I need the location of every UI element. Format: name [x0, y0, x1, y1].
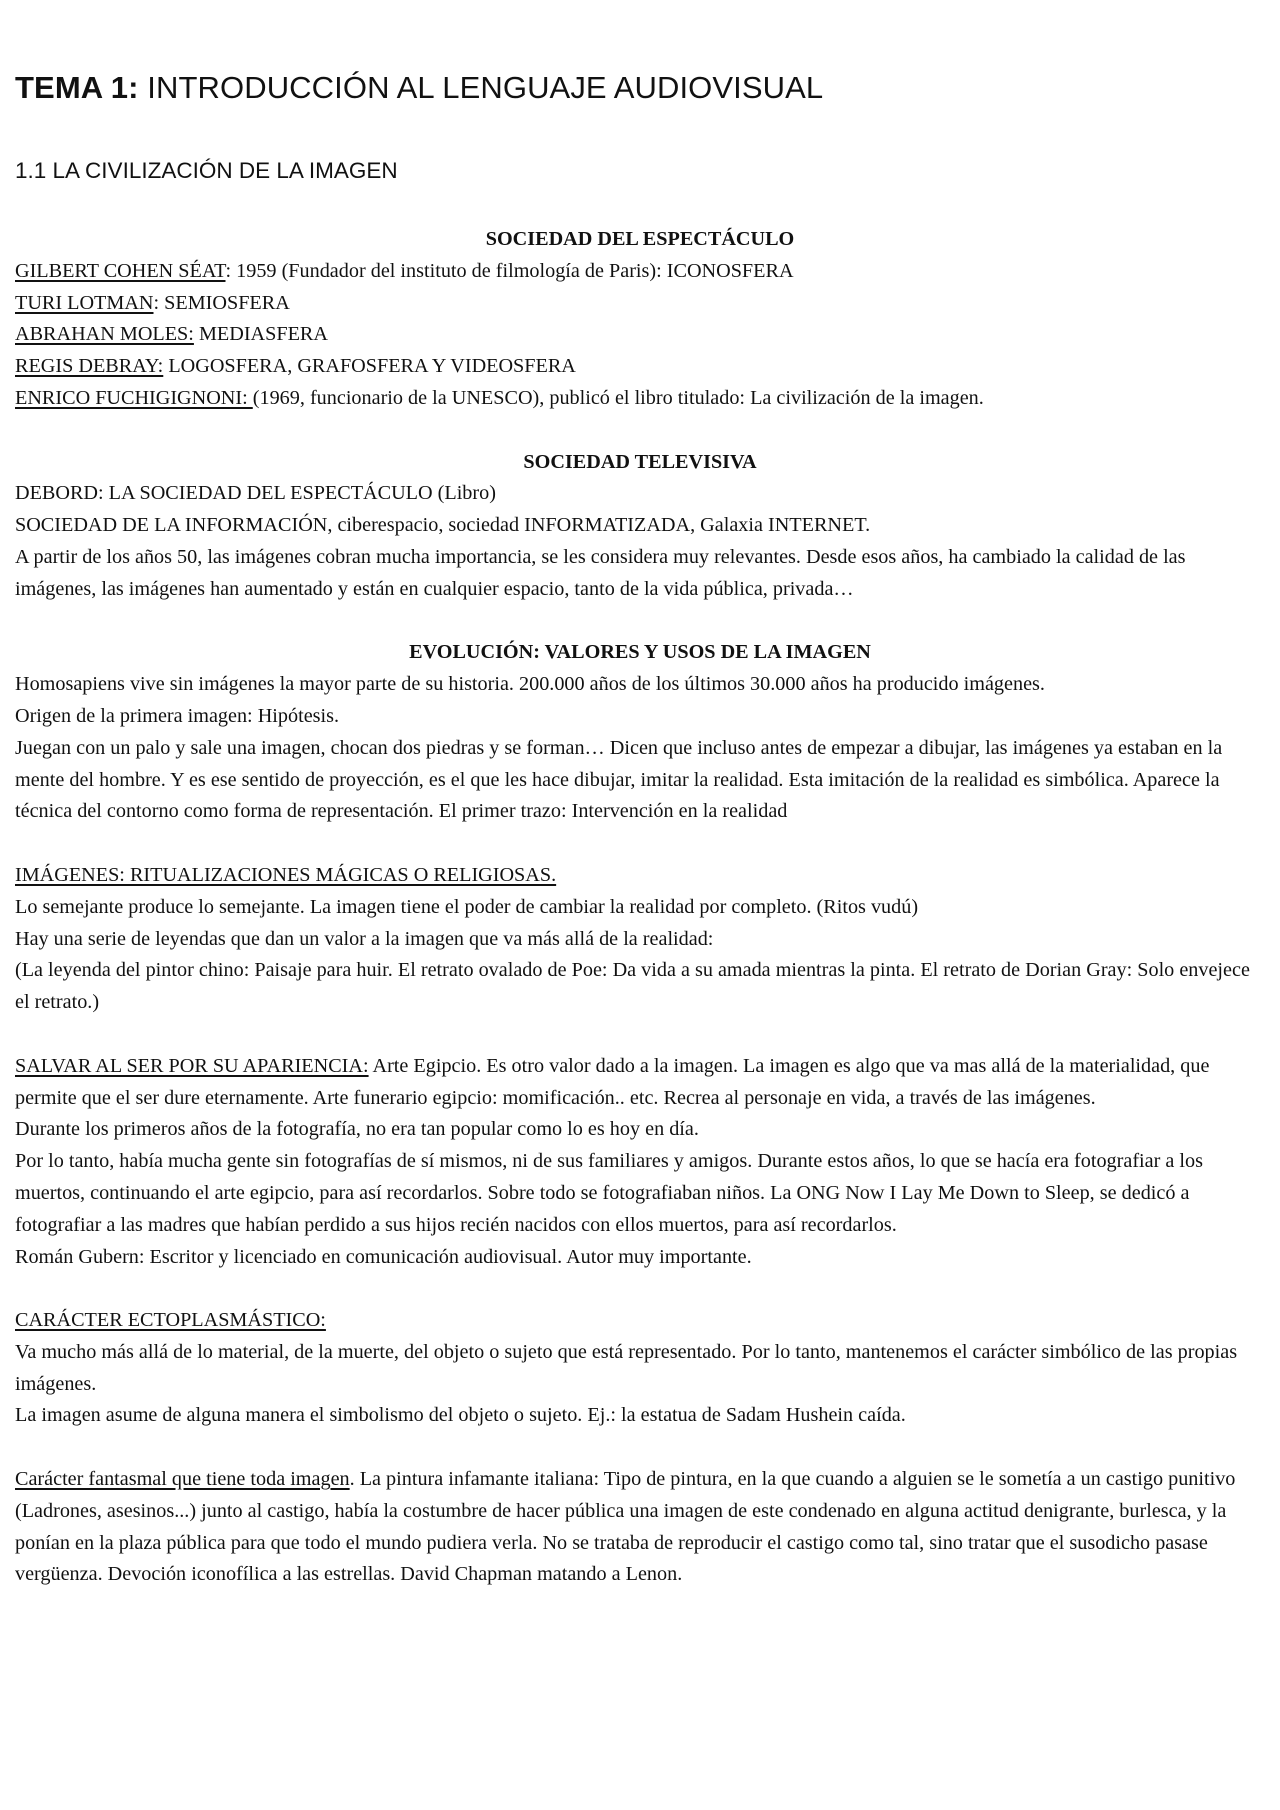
paragraph-origen: Origen de la primera imagen: Hipótesis.: [15, 704, 340, 727]
paragraph-pintor-chino: (La leyenda del pintor chino: Paisaje para huir. El retrato ovalado de Poe: Da vida a su amada mientras la pinta. El retrato de Dorian Gray: Solo envejece el retrato.): [15, 959, 1250, 1014]
document-body: [15, 224, 1265, 1591]
paragraph-salvar-al-ser: [15, 1051, 1265, 1115]
heading-sociedad-televisiva: SOCIEDAD TELEVISIVA: [523, 450, 757, 473]
paragraph-leyendas: Hay una serie de leyendas que dan un valor a la imagen que va más allá de la realidad:: [15, 927, 714, 950]
paragraph-fotografia: Durante los primeros años de la fotografía, no era tan popular como lo es hoy en día.: [15, 1118, 699, 1141]
paragraph-semejante: Lo semejante produce lo semejante. La imagen tiene el poder de cambiar la realidad por completo. (Ritos vudú): [15, 895, 919, 918]
paragraph-simbolismo: La imagen asume de alguna manera el simbolismo del objeto o sujeto. Ej.: la estatua de Sadam Hushein caída.: [15, 1404, 906, 1427]
paragraph-gubern: Román Gubern: Escritor y licenciado en comunicación audiovisual. Autor muy importante.: [15, 1245, 752, 1268]
paragraph-debord: DEBORD: LA SOCIEDAD DEL ESPECTÁCULO (Libro): [15, 482, 496, 505]
section-subtitle: 1.1 LA CIVILIZACIÓN DE LA IMAGEN: [15, 158, 398, 183]
paragraph-homosapiens: Homosapiens vive sin imágenes la mayor parte de su historia. 200.000 años de los últimos 30.000 años ha producido imágenes.: [15, 673, 1045, 696]
line-fuchigignoni: [15, 383, 1265, 415]
heading-ectoplasmastico-text: CARÁCTER ECTOPLASMÁSTICO:: [15, 1309, 326, 1332]
name-lotman: TURI LOTMAN: [15, 291, 154, 314]
line-debray: [15, 351, 1265, 383]
name-fuchigignoni: ENRICO FUCHIGIGNONI:: [15, 386, 253, 409]
heading-ritualizaciones: [15, 860, 1265, 892]
name-debray: REGIS DEBRAY:: [15, 355, 164, 378]
text-fuchigignoni: (1969, funcionario de la UNESCO), publicó el libro titulado: La civilización de la imagen.: [252, 386, 984, 409]
heading-salvar-al-ser: SALVAR AL SER POR SU APARIENCIA:: [15, 1054, 369, 1077]
name-cohen-seat: GILBERT COHEN SÉAT: [15, 259, 226, 282]
title-text: INTRODUCCIÓN AL LENGUAJE AUDIOVISUAL: [138, 70, 824, 105]
paragraph-anos-50: A partir de los años 50, las imágenes cobran mucha importancia, se les considera muy relevantes. Desde esos años, ha cambiado la calidad de las imágenes, las imágenes han aumentado y están en cualquier espacio, tanto de la vida pública, privada…: [15, 545, 1186, 600]
text-cohen-seat: : 1959 (Fundador del instituto de filmología de Paris): ICONOSFERA: [225, 259, 794, 282]
heading-sociedad-espectaculo: SOCIEDAD DEL ESPECTÁCULO: [485, 228, 795, 250]
paragraph-por-lo-tanto: Por lo tanto, había mucha gente sin fotografías de sí mismos, ni de sus familiares y amigos. Durante estos años, lo que se hacía era fotografiar a los muertos, continuando el arte egipcio, para así recordarlos. Sobre todo se fotografiaban niños. La ONG Now I Lay Me Down to Sleep, se dedicó a fotografiar a las madres que habían perdido a sus hijos recién nacidos con ellos muertos, para así recordarlos.: [15, 1150, 1203, 1236]
heading-ritualizaciones-text: IMÁGENES: RITUALIZACIONES MÁGICAS O RELIGIOSAS.: [15, 863, 557, 886]
text-lotman: : SEMIOSFERA: [153, 291, 290, 314]
line-lotman: [15, 288, 1265, 320]
name-moles: ABRAHAN MOLES:: [15, 323, 194, 346]
heading-ectoplasmastico: [15, 1305, 1265, 1337]
heading-caracter-fantasmal: Carácter fantasmal que tiene toda imagen: [15, 1468, 350, 1491]
line-moles: [15, 319, 1265, 351]
line-cohen-seat: [15, 256, 1265, 288]
paragraph-material: Va mucho más allá de lo material, de la muerte, del objeto o sujeto que está representado. Por lo tanto, mantenemos el carácter simbólico de las propias imágenes.: [15, 1340, 1238, 1395]
paragraph-juegan: Juegan con un palo y sale una imagen, chocan dos piedras y se forman… Dicen que incluso antes de empezar a dibujar, las imágenes ya estaban en la mente del hombre. Y es ese sentido de proyección, es el que les hace dibujar, imitar la realidad. Esta imitación de la realidad es simbólica. Aparece la técnica del contorno como forma de representación. El primer trazo: Intervención en la realidad: [15, 736, 1223, 823]
paragraph-caracter-fantasmal: [15, 1464, 1265, 1591]
text-moles: MEDIASFERA: [193, 323, 328, 346]
text-pintura-infamante: . La pintura infamante italiana: Tipo de pintura, en la que cuando a alguien se le sometía a un castigo punitivo (Ladrones, asesinos...) junto al castigo, había la costumbre de hacer pública una imagen de este condenado en alguna actitud denigrante, burlesca, y la ponían en la plaza pública para que todo el mundo pudiera verla. No se trataba de reproducir el castigo como tal, sino tratar que el susodicho pasase vergüenza. Devoción iconofílica a las estrellas. David Chapman matando a Lenon.: [15, 1468, 1236, 1586]
text-arte-egipcio: Arte Egipcio. Es otro valor dado a la imagen. La imagen es algo que va mas allá de la materialidad, que permite que el ser dure eternamente. Arte funerario egipcio: momificación.. etc. Recrea al personaje en vida, a través de las imágenes.: [15, 1054, 1210, 1109]
paragraph-sociedad-informacion: SOCIEDAD DE LA INFORMACIÓN, ciberespacio, sociedad INFORMATIZADA, Galaxia INTERNET.: [15, 514, 871, 537]
title-label: TEMA 1:: [15, 70, 139, 105]
page-title: [15, 70, 823, 106]
text-debray: LOGOSFERA, GRAFOSFERA Y VIDEOSFERA: [163, 355, 576, 378]
heading-evolucion: EVOLUCIÓN: VALORES Y USOS DE LA IMAGEN: [409, 641, 871, 664]
